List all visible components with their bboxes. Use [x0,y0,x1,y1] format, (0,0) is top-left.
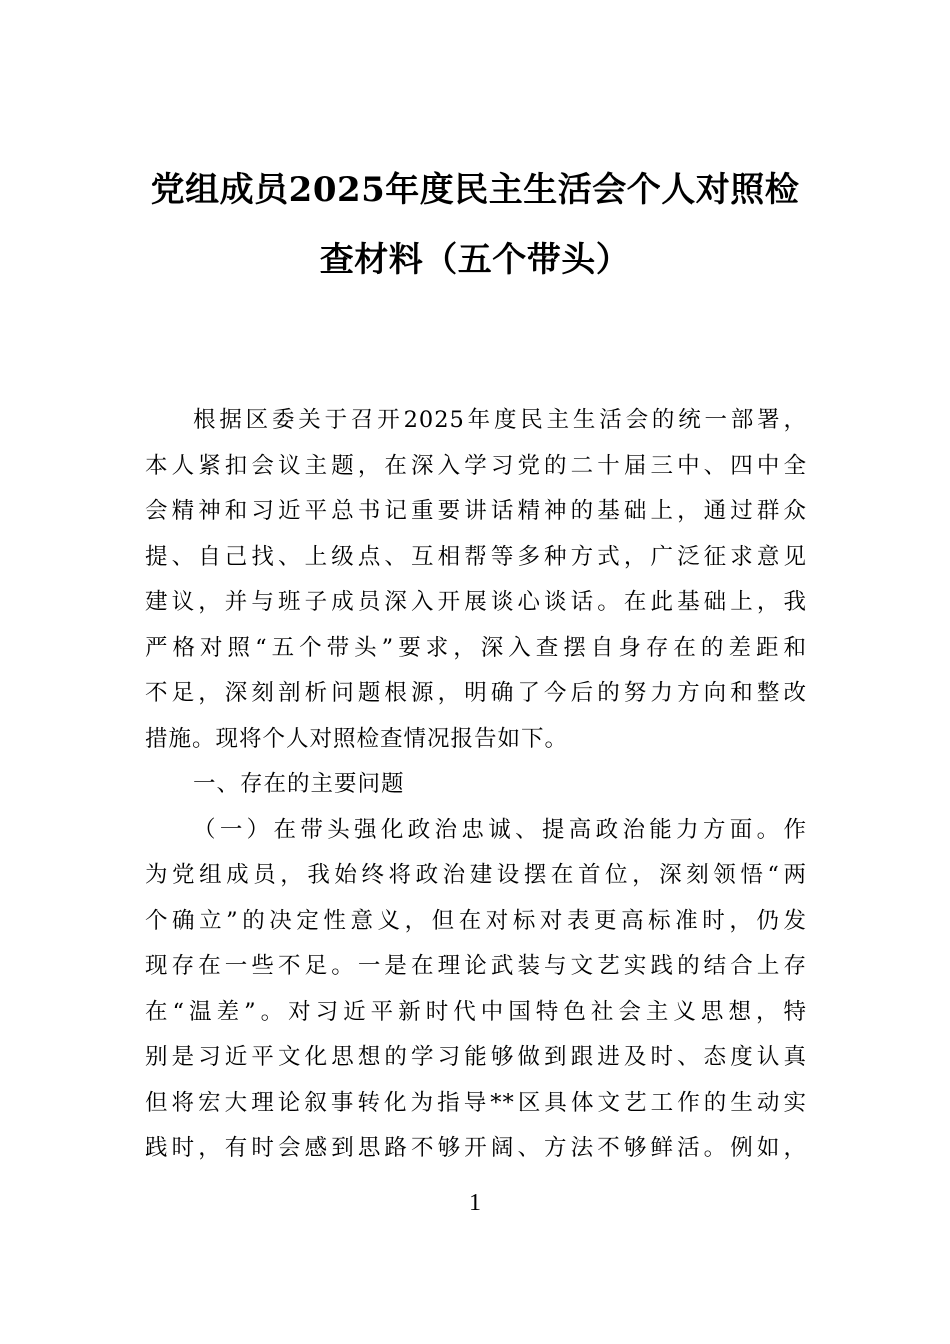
paragraph-line: （一）在带头强化政治忠诚、提高政治能力方面。作 [193,816,807,843]
paragraph-line: 严格对照“五个带头”要求，深入查摆自身存在的差距和 [145,634,807,661]
paragraph-line: 别是习近平文化思想的学习能够做到跟进及时、态度认真 [145,1044,807,1070]
paragraph-line: 根据区委关于召开2025年度民主生活会的统一部署， [193,407,807,433]
document-body [145,398,807,1172]
paragraph-political-loyalty [145,808,807,1172]
paragraph-line: 提、自己找、上级点、互相帮等多种方式，广泛征求意见 [145,543,807,570]
document-title-line-1: 党组成员2025年度民主生活会个人对照检 [150,170,800,210]
paragraph-line: 为党组成员，我始终将政治建设摆在首位，深刻领悟“两 [145,862,807,888]
paragraph-line: 措施。现将个人对照检查情况报告如下。 [145,725,569,752]
paragraph-line: 本人紧扣会议主题，在深入学习党的二十届三中、四中全 [145,452,807,479]
section-heading: 一、存在的主要问题 [193,771,405,797]
page-number: 1 [469,1190,481,1216]
paragraph-line: 践时，有时会感到思路不够开阔、方法不够鲜活。例如， [145,1135,807,1161]
document-title-line-2: 查材料（五个带头） [319,240,631,280]
paragraph-line: 但将宏大理论叙事转化为指导**区具体文艺工作的生动实 [145,1089,807,1116]
paragraph-line: 不足，深刻剖析问题根源，明确了今后的努力方向和整改 [145,680,807,706]
paragraph-intro [145,398,807,762]
paragraph-line: 会精神和习近平总书记重要讲话精神的基础上，通过群众 [145,498,807,524]
paragraph-line: 在“温差”。对习近平新时代中国特色社会主义思想，特 [145,998,807,1025]
paragraph-line: 现存在一些不足。一是在理论武装与文艺实践的结合上存 [145,953,807,979]
paragraph-line: 建议，并与班子成员深入开展谈心谈话。在此基础上，我 [145,589,807,615]
paragraph-line: 个确立”的决定性意义，但在对标对表更高标准时，仍发 [145,907,807,934]
